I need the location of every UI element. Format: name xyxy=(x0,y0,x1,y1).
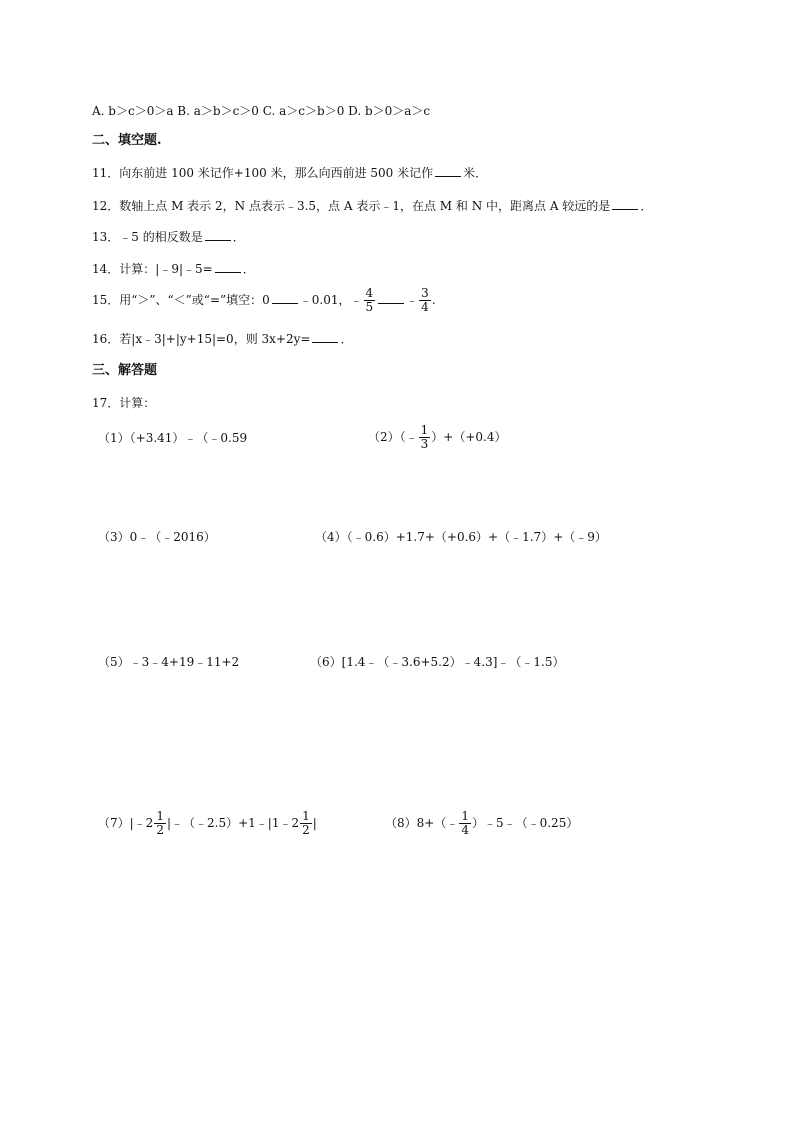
q14-end: ． xyxy=(242,262,255,276)
calc-5: （5）﹣3﹣4+19﹣11+2 xyxy=(98,655,240,669)
answer-blank xyxy=(272,292,298,304)
fraction xyxy=(364,287,376,314)
calc-8 xyxy=(385,810,578,837)
section3-title: 三、解答题 xyxy=(92,363,158,378)
question-11 xyxy=(92,165,487,181)
fraction-denominator: 2 xyxy=(156,823,164,837)
fraction xyxy=(300,810,312,837)
q15-text-2: ﹣0.01，﹣ xyxy=(299,293,363,307)
q15-end: . xyxy=(431,293,436,307)
calc-8-pre: （8）8+（﹣ xyxy=(385,816,459,830)
q14-text: 14．计算：|﹣9|﹣5= xyxy=(92,262,213,276)
question-16 xyxy=(92,331,352,347)
calc-7-pre: （7）|﹣2 xyxy=(98,816,154,830)
answer-blank xyxy=(612,198,638,210)
fraction-numerator: 4 xyxy=(365,286,374,300)
fraction-denominator: 4 xyxy=(461,823,469,837)
answer-blank xyxy=(312,331,338,343)
fraction xyxy=(419,287,431,314)
calc-3: （3）0﹣（﹣2016） xyxy=(98,530,216,544)
answer-blank xyxy=(378,292,404,304)
fraction-denominator: 5 xyxy=(365,300,374,314)
fraction-numerator: 1 xyxy=(156,809,164,823)
q13-end: ． xyxy=(232,230,245,244)
q12-text: 12．数轴上点 M 表示 2，N 点表示﹣3.5，点 A 表示﹣1，在点 M 和 N 中，距离点 A 较远的是 xyxy=(92,199,611,213)
q11-text: 11．向东前进 100 米记作+100 米，那么向西前进 500 米记作 xyxy=(92,166,434,180)
question-12 xyxy=(92,198,652,214)
answer-blank xyxy=(435,165,461,177)
section2-title: 二、填空题. xyxy=(92,133,162,148)
fraction-numerator: 1 xyxy=(302,809,310,823)
q16-text: 16．若|x﹣3|+|y+15|=0，则 3x+2y= xyxy=(92,332,311,346)
question-17-title: 17．计算： xyxy=(92,396,156,410)
calc-2-pre: （2）（﹣ xyxy=(368,430,418,444)
fraction xyxy=(154,810,166,837)
question-13 xyxy=(92,229,245,245)
fraction-denominator: 4 xyxy=(421,300,429,314)
fraction-numerator: 1 xyxy=(420,423,429,437)
calc-7-post: | xyxy=(312,816,317,830)
choices-line: A. b＞c＞0＞a B. a＞b＞c＞0 C. a＞c＞b＞0 D. b＞0＞a＞c xyxy=(92,104,431,118)
calc-2-post: ）+（+0.4） xyxy=(431,430,507,444)
question-15 xyxy=(92,287,436,314)
q12-end: ． xyxy=(640,199,653,213)
answer-blank xyxy=(215,261,241,273)
q15-text: 15．用“＞”、“＜”或“=”填空：0 xyxy=(92,293,270,307)
q11-end: 米． xyxy=(463,166,488,180)
fraction xyxy=(419,424,431,451)
calc-6: （6）[1.4﹣（﹣3.6+5.2）﹣4.3]﹣（﹣1.5） xyxy=(310,655,565,669)
fraction-numerator: 1 xyxy=(461,809,469,823)
fraction-numerator: 3 xyxy=(421,286,429,300)
q16-end: ． xyxy=(340,332,353,346)
fraction-denominator: 2 xyxy=(302,823,310,837)
calc-1: （1）（+3.41）﹣（﹣0.59 xyxy=(98,431,248,445)
answer-blank xyxy=(205,229,231,241)
calc-2 xyxy=(368,424,506,451)
q13-text: 13．﹣5 的相反数是 xyxy=(92,230,203,244)
q15-text-3: ﹣ xyxy=(406,293,419,307)
calc-7-mid: |﹣（﹣2.5）+1﹣|1﹣2 xyxy=(166,816,300,830)
fraction xyxy=(459,810,471,837)
calc-8-post: ）﹣5﹣（﹣0.25） xyxy=(471,816,579,830)
question-14 xyxy=(92,261,255,277)
calc-4: （4）（﹣0.6）+1.7+（+0.6）+（﹣1.7）+（﹣9） xyxy=(315,530,607,544)
fraction-denominator: 3 xyxy=(420,437,429,451)
calc-7 xyxy=(98,810,317,837)
